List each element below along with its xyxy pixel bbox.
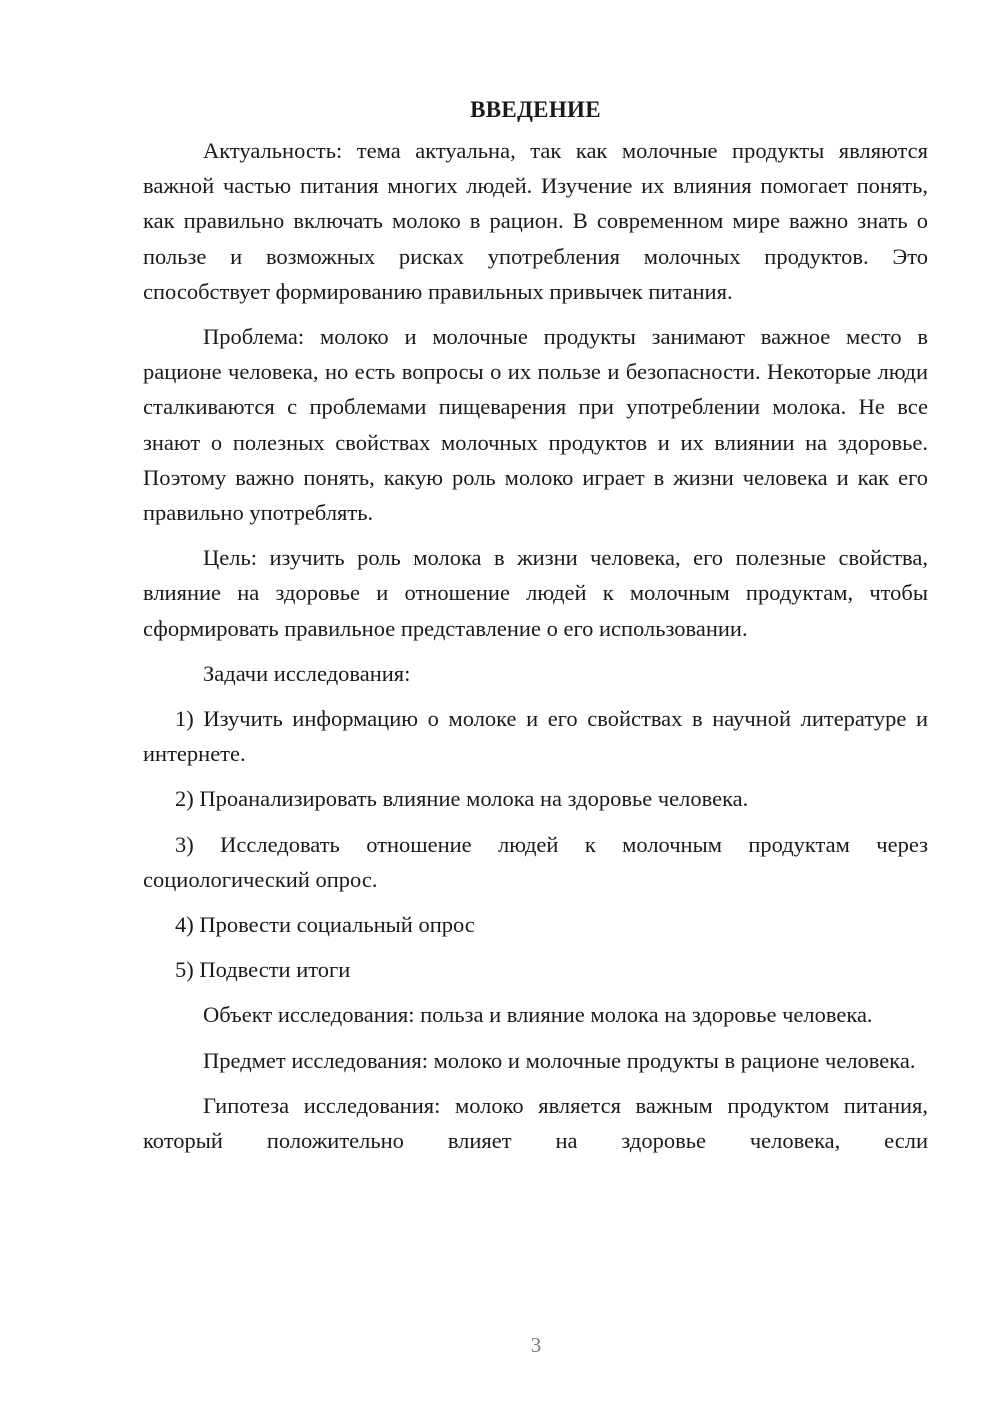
section-heading: ВВЕДЕНИЕ [470,97,601,122]
tasks-heading: Задачи исследования: [203,660,411,686]
task-item: 3) Исследовать отношение людей к молочным продуктам через социологический опрос. [143,831,928,892]
problem-paragraph: Проблема: молоко и молочные продукты занимают важное место в рационе человека, но есть вопросы о их пользе и безопасности. Некоторые люди сталкиваются с проблемами пищеварения при употреблении молока. Не все знают о полезных свойствах молочных продуктов и их влиянии на здоровье. Поэтому важно понять, какую роль молоко играет в жизни человека и как его правильно употреблять. [143,324,928,526]
document-page [143,92,928,1168]
task-item: 1) Изучить информацию о молоке и его свойствах в научной литературе и интернете. [143,706,928,767]
relevance-paragraph: Актуальность: тема актуальна, так как молочные продукты являются важной частью питания многих людей. Изучение их влияния помогает понять, как правильно включать молоко в рацион. В современном мире важно знать о пользе и возможных рисках употребления молочных продуктов. Это способствует формированию правильных привычек питания. [143,138,928,304]
task-item: 4) Провести социальный опрос [175,912,475,938]
page-number: 3 [530,1333,542,1357]
goal-paragraph: Цель: изучить роль молока в жизни человека, его полезные свойства, влияние на здоровье и отношение людей к молочным продуктам, чтобы сформировать правильное представление о его использовании. [143,545,928,641]
task-item: 5) Подвести итоги [175,957,351,983]
subject-paragraph: Предмет исследования: молоко и молочные продукты в рационе человека. [203,1047,916,1073]
object-paragraph: Объект исследования: польза и влияние молока на здоровье человека. [203,1002,873,1028]
task-item: 2) Проанализировать влияние молока на здоровье человека. [175,786,749,812]
hypothesis-paragraph: Гипотеза исследования: молоко является важным продуктом питания, который положительно влияет на здоровье человека, если [143,1092,928,1154]
